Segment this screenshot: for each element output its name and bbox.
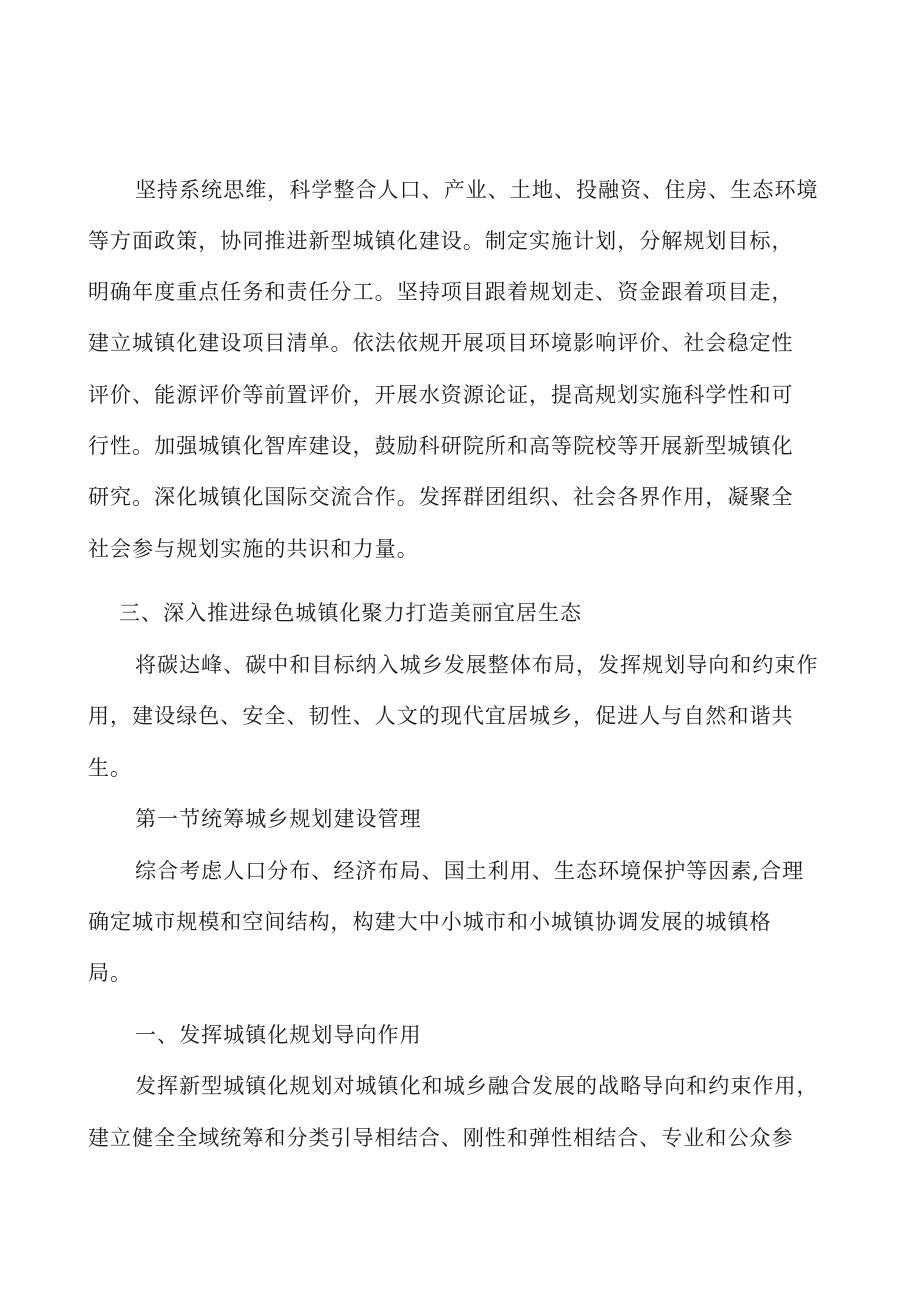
paragraph-4-line-1: 发挥新型城镇化规划对城镇化和城乡融合发展的战略导向和约束作用， — [135, 1074, 819, 1098]
subsection-heading-1: 一、发挥城镇化规划导向作用 — [135, 1023, 422, 1047]
paragraph-1-line-5: 评价、能源评价等前置评价，开展水资源论证，提高规划实施科学性和可 — [88, 383, 794, 407]
paragraph-1-line-3: 明确年度重点任务和责任分工。坚持项目跟着规划走、资金跟着项目走， — [88, 280, 794, 304]
paragraph-4-line-2: 建立健全全域统筹和分类引导相结合、刚性和弹性相结合、专业和公众参 — [88, 1126, 794, 1150]
paragraph-3-line-2: 确定城市规模和空间结构，构建大中小城市和小城镇协调发展的城镇格 — [88, 910, 772, 934]
paragraph-1-line-6: 行性。加强城镇化智库建设，鼓励科研院所和高等院校等开展新型城镇化 — [88, 434, 794, 458]
paragraph-1-line-2: 等方面政策，协同推进新型城镇化建设。制定实施计划，分解规划目标， — [88, 229, 794, 253]
section-heading-3: 三、深入推进绿色城镇化聚力打造美丽宜居生态 — [119, 601, 583, 625]
paragraph-1-line-4: 建立城镇化建设项目清单。依法依规开展项目环境影响评价、社会稳定性 — [88, 331, 794, 355]
paragraph-3-line-3: 局。 — [88, 961, 133, 985]
paragraph-3-line-1: 综合考虑人口分布、经济布局、国土利用、生态环境保护等因素,合理 — [135, 859, 805, 883]
paragraph-2-line-1: 将碳达峰、碳中和目标纳入城乡发展整体布局，发挥规划导向和约束作 — [135, 653, 819, 677]
paragraph-1-line-8: 社会参与规划实施的共识和力量。 — [88, 537, 419, 561]
paragraph-1-line-1: 坚持系统思维，科学整合人口、产业、土地、投融资、住房、生态环境 — [135, 178, 819, 202]
paragraph-1-line-7: 研究。深化城镇化国际交流合作。发挥群团组织、社会各界作用，凝聚全 — [88, 485, 794, 509]
paragraph-2-line-3: 生。 — [88, 756, 133, 780]
paragraph-2-line-2: 用，建设绿色、安全、韧性、人文的现代宜居城乡，促进人与自然和谐共 — [88, 704, 794, 728]
section-node-heading: 第一节统筹城乡规划建设管理 — [135, 807, 422, 831]
